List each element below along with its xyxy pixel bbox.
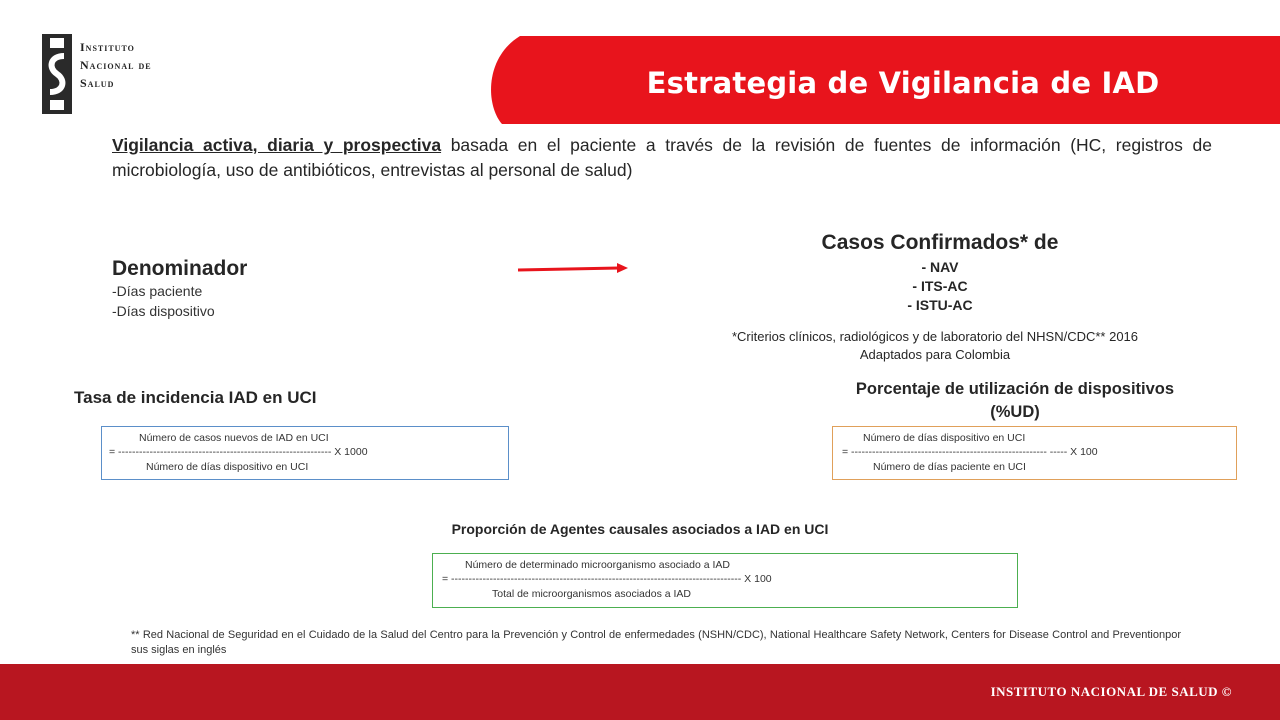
porcentaje-title [815,378,1215,424]
casos-item-its-ac: - ITS-AC [912,278,968,294]
tasa-operator-line: = ------------------------------------------------------------- X 1000 [109,446,368,458]
porcentaje-title-line-1: Porcentaje de utilización de dispositivos [855,380,1175,398]
denominador-item: -Días paciente [112,283,203,299]
header-banner [480,36,1280,124]
denominador-item: -Días dispositivo [112,303,215,319]
proporcion-formula-box [432,553,1018,608]
porcentaje-denominator: Número de días paciente en UCI [873,461,1026,473]
intro-rest: basada en el paciente a través de la revisión de fuentes de información (HC, registros de microbiología, uso de antibióticos, entrevistas al personal de salud) [112,135,1212,180]
intro-paragraph [112,133,1212,183]
proporcion-operator-line: = ----------------------------------------------------------------------------------- X 100 [442,573,772,585]
ins-logo [42,34,172,118]
porcentaje-numerator: Número de días dispositivo en UCI [863,432,1026,444]
casos-item-nav: - NAV [921,259,959,275]
tasa-numerator: Número de casos nuevos de IAD en UCI [139,432,329,444]
casos-confirmados [740,231,1140,315]
logo-line-3: Salud [80,76,115,90]
arrow-right-icon [515,258,630,280]
denominador-title: Denominador [112,257,248,280]
tasa-title: Tasa de incidencia IAD en UCI [74,388,317,407]
footnote: ** Red Nacional de Seguridad en el Cuidado de la Salud del Centro para la Prevención y Control de enfermedades (NSHN/CDC), National Healthcare Safety Network, Centers for Disease Control and Preventionpor sus siglas en inglés [131,629,1181,656]
proporcion-title: Proporción de Agentes causales asociados a IAD en UCI [451,521,829,537]
casos-title: Casos Confirmados* de [821,231,1059,254]
proporcion-numerator: Número de determinado microorganismo asociado a IAD [465,559,730,571]
page-title: Estrategia de Vigilancia de IAD [646,66,1160,100]
porcentaje-formula-box [832,426,1237,480]
tasa-formula-box [101,426,509,480]
ins-logo-mark-icon [42,34,72,114]
logo-line-1: Instituto [80,40,135,54]
footer-bar [0,664,1280,720]
proporcion-denominator: Total de microorganismos asociados a IAD [492,588,692,600]
criterios-line-1: *Criterios clínicos, radiológicos y de laboratorio del NHSN/CDC** 2016 [731,329,1139,344]
casos-item-istu-ac: - ISTU-AC [907,297,973,313]
logo-line-2: Nacional de [80,58,152,72]
porcentaje-title-line-2: (%UD) [990,403,1040,421]
footer-copyright: INSTITUTO NACIONAL DE SALUD © [990,684,1232,699]
porcentaje-operator-line: = -------------------------------------------------------- ----- X 100 [842,446,1098,458]
ins-logo-text [80,38,152,92]
criterios-line-2: Adaptados para Colombia [859,347,1011,362]
tasa-denominator: Número de días dispositivo en UCI [146,461,309,473]
criterios-note [680,328,1190,364]
intro-emphasis: Vigilancia activa, diaria y prospectiva [112,135,442,155]
